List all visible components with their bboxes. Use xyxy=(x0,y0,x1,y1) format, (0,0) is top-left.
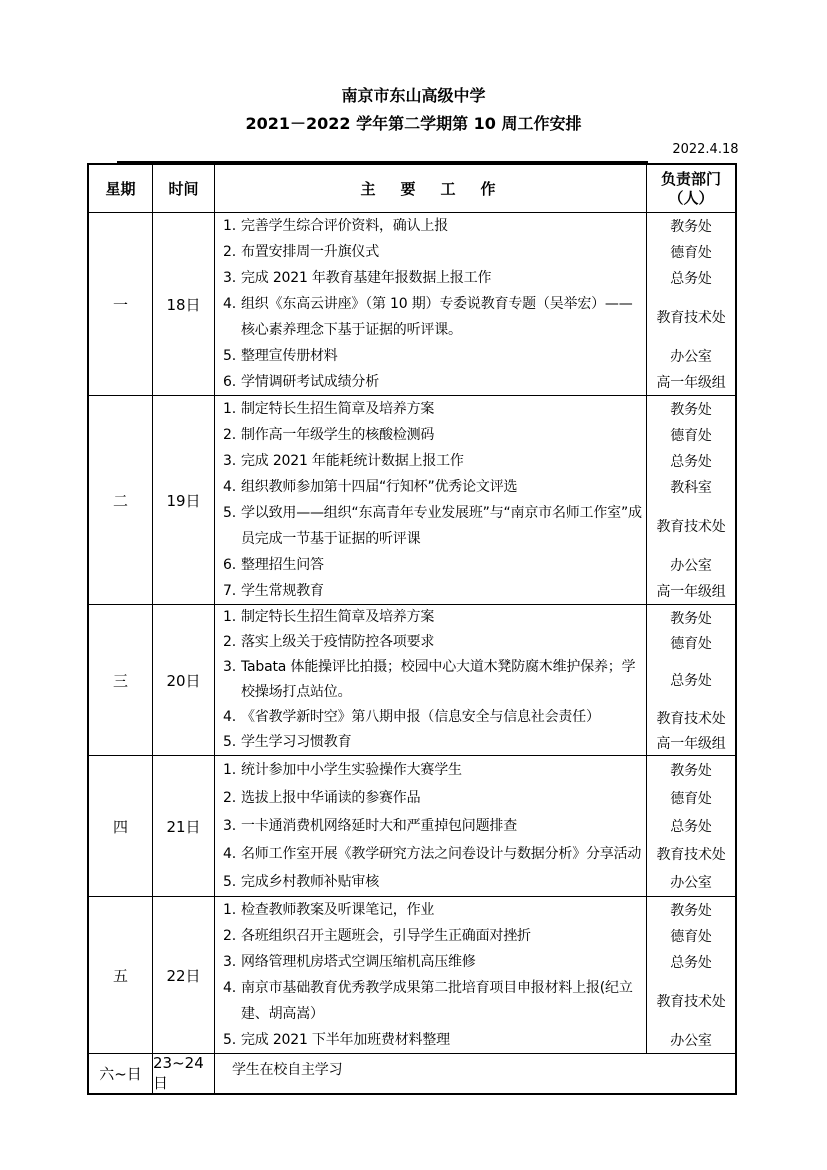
task-row xyxy=(215,923,735,949)
task-number: 2. xyxy=(223,634,236,650)
task-text: 布置安排周一升旗仪式 xyxy=(241,244,379,260)
task xyxy=(215,578,647,604)
document-title: 南京市东山高级中学 xyxy=(341,86,486,105)
day-cell: 二 xyxy=(89,396,153,604)
task xyxy=(215,343,647,369)
task-department: 办公室 xyxy=(670,875,712,891)
task-text: 完成 2021 年教育基建年报数据上报工作 xyxy=(241,270,492,286)
task-text: 制定特长生招生简章及培养方案 xyxy=(241,609,435,625)
task-number: 5. xyxy=(223,1032,236,1048)
day-cell: 一 xyxy=(89,213,153,395)
tasks-cell xyxy=(215,213,735,395)
table-row xyxy=(89,212,735,395)
date-cell: 19日 xyxy=(153,396,215,604)
task-row xyxy=(215,605,735,630)
task xyxy=(215,239,647,265)
task-text: 组织教师参加第十四届“行知杯”优秀论文评选 xyxy=(241,479,518,495)
document-subtitle: 2021－2022 学年第二学期第 10 周工作安排 xyxy=(245,114,582,133)
task-text: 学生常规教育 xyxy=(241,583,324,599)
merged-task-text: 学生在校自主学习 xyxy=(232,1062,343,1078)
task xyxy=(215,500,647,552)
date-cell: 20日 xyxy=(153,605,215,755)
task xyxy=(215,840,647,868)
task-number: 2. xyxy=(223,790,236,806)
tasks-cell xyxy=(215,756,735,896)
task xyxy=(215,448,647,474)
task-text: 完成 2021 年能耗统计数据上报工作 xyxy=(241,453,464,469)
task-number: 4. xyxy=(223,479,236,495)
task-number: 2. xyxy=(223,427,236,443)
work-schedule-table xyxy=(87,163,737,1095)
tasks-cell xyxy=(215,897,735,1053)
task-number: 6. xyxy=(223,557,236,573)
task-department: 教务处 xyxy=(670,903,712,919)
task-department: 高一年级组 xyxy=(656,375,726,391)
task-number: 4. xyxy=(223,296,236,312)
task-row xyxy=(215,868,735,896)
task-department: 总务处 xyxy=(670,271,712,287)
task-row xyxy=(215,474,735,500)
task-text: 制定特长生招生简章及培养方案 xyxy=(241,401,435,417)
header-time: 时间 xyxy=(153,165,215,212)
task-row xyxy=(215,213,735,239)
task-row xyxy=(215,812,735,840)
date-cell: 18日 xyxy=(153,213,215,395)
task-text: 学生学习习惯教育 xyxy=(241,734,352,750)
task-text: 落实上级关于疫情防控各项要求 xyxy=(241,634,435,650)
task-text: 学情调研考试成绩分析 xyxy=(241,374,379,390)
day-cell: 五 xyxy=(89,897,153,1053)
task xyxy=(215,213,647,239)
task-department: 教科室 xyxy=(670,480,712,496)
task-row xyxy=(215,552,735,578)
header-day: 星期 xyxy=(89,165,153,212)
task-row xyxy=(215,422,735,448)
task-number: 1. xyxy=(223,902,236,918)
merged-task xyxy=(215,1057,735,1083)
task-department: 教育技术处 xyxy=(656,710,726,727)
task-row xyxy=(215,291,735,343)
task xyxy=(215,868,647,896)
task-text: 一卡通消费机网络延时大和严重掉包问题排查 xyxy=(241,818,517,834)
task xyxy=(215,396,647,422)
task xyxy=(215,655,647,705)
table-rows xyxy=(89,212,735,1093)
task xyxy=(215,923,647,949)
task-department: 德育处 xyxy=(670,929,712,945)
task-text: 学以致用——组织“东高青年专业发展班”与“南京市名师工作室”成员完成一节基于证据的听评课 xyxy=(241,505,642,547)
task-number: 1. xyxy=(223,609,236,625)
task-number: 2. xyxy=(223,928,236,944)
task-department: 德育处 xyxy=(670,635,712,652)
task-number: 7. xyxy=(223,583,236,599)
table-row xyxy=(89,604,735,755)
task-number: 2. xyxy=(223,244,236,260)
task-number: 5. xyxy=(223,734,236,750)
task xyxy=(215,422,647,448)
task-text: 完善学生综合评价资料，确认上报 xyxy=(241,218,448,234)
task-text: 完成乡村教师补贴审核 xyxy=(241,874,379,890)
task-row xyxy=(215,655,735,705)
table-row xyxy=(89,896,735,1053)
document-date: 2022.4.18 xyxy=(672,142,739,157)
task-text: 完成 2021 下半年加班费材料整理 xyxy=(241,1032,450,1048)
task xyxy=(215,705,647,730)
task xyxy=(215,756,647,784)
task-department: 总务处 xyxy=(670,955,712,971)
task-department: 教务处 xyxy=(670,763,712,779)
task-department: 高一年级组 xyxy=(656,584,726,600)
task-text: 制作高一年级学生的核酸检测码 xyxy=(241,427,435,443)
task-text: 《省教学新时空》第八期申报（信息安全与信息社会责任） xyxy=(241,709,600,725)
task-department: 办公室 xyxy=(670,349,712,365)
task-text: 整理招生问答 xyxy=(241,557,324,573)
task-row xyxy=(215,578,735,604)
task-text: 网络管理机房塔式空调压缩机高压维修 xyxy=(241,954,476,970)
tasks-cell xyxy=(215,1054,735,1093)
task-number: 5. xyxy=(223,348,236,364)
header-department-line2: （人） xyxy=(668,188,714,207)
task xyxy=(215,265,647,291)
task xyxy=(215,1027,647,1053)
task xyxy=(215,949,647,975)
task-department: 总务处 xyxy=(670,819,712,835)
task-department: 总务处 xyxy=(670,454,712,470)
task-text: 各班组织召开主题班会，引导学生正确面对挫折 xyxy=(241,928,531,944)
task-number: 5. xyxy=(223,505,236,521)
task-department: 德育处 xyxy=(670,428,712,444)
task xyxy=(215,784,647,812)
task-department: 教务处 xyxy=(670,402,712,418)
task-row xyxy=(215,343,735,369)
task-text: Tabata 体能操评比拍摄；校园中心大道木凳防腐木维护保养；学校操场打点站位。 xyxy=(241,659,636,700)
task-row xyxy=(215,756,735,784)
task xyxy=(215,605,647,630)
task xyxy=(215,630,647,655)
task-text: 选拔上报中华诵读的参赛作品 xyxy=(241,790,421,806)
task-department: 办公室 xyxy=(670,558,712,574)
table-row xyxy=(89,1053,735,1093)
task-row xyxy=(215,396,735,422)
task-row xyxy=(215,1027,735,1053)
task-text: 检查教师教案及听课笔记，作业 xyxy=(241,902,435,918)
task xyxy=(215,369,647,395)
task-row xyxy=(215,500,735,552)
task-department: 高一年级组 xyxy=(656,735,726,752)
tasks-cell xyxy=(215,605,735,755)
task-row xyxy=(215,705,735,730)
task-department: 教务处 xyxy=(670,219,712,235)
task-number: 3. xyxy=(223,659,236,675)
table-row xyxy=(89,755,735,896)
task-number: 4. xyxy=(223,846,236,862)
task xyxy=(215,291,647,343)
task-row xyxy=(215,1054,735,1086)
task-row xyxy=(215,897,735,923)
task xyxy=(215,474,647,500)
date-cell: 22日 xyxy=(153,897,215,1053)
header-main-work: 主 要 工 作 xyxy=(215,165,647,212)
task-department: 办公室 xyxy=(670,1033,712,1049)
date-cell: 21日 xyxy=(153,756,215,896)
task-number: 4. xyxy=(223,709,236,725)
task-row xyxy=(215,949,735,975)
date-cell: 23~24日 xyxy=(153,1054,215,1093)
task-number: 4. xyxy=(223,980,236,996)
task-department: 德育处 xyxy=(670,245,712,261)
task xyxy=(215,552,647,578)
task-row xyxy=(215,730,735,755)
day-cell: 四 xyxy=(89,756,153,896)
task-department: 教育技术处 xyxy=(656,310,726,326)
task-number: 3. xyxy=(223,270,236,286)
day-cell: 六~日 xyxy=(89,1054,153,1093)
task-text: 南京市基础教育优秀教学成果第二批培育项目申报材料上报(纪立建、胡高嵩） xyxy=(241,980,633,1022)
task-number: 1. xyxy=(223,218,236,234)
task xyxy=(215,897,647,923)
task-number: 1. xyxy=(223,401,236,417)
task-number: 3. xyxy=(223,818,236,834)
task-row xyxy=(215,265,735,291)
task-department: 总务处 xyxy=(670,673,712,689)
task-department: 教务处 xyxy=(670,610,712,627)
task-text: 统计参加中小学生实验操作大赛学生 xyxy=(241,762,462,778)
task-row xyxy=(215,448,735,474)
task-department: 德育处 xyxy=(670,791,712,807)
task-row xyxy=(215,840,735,868)
task-department: 教育技术处 xyxy=(656,519,726,535)
header-department xyxy=(647,165,735,212)
task xyxy=(215,975,647,1027)
task-number: 3. xyxy=(223,954,236,970)
day-cell: 三 xyxy=(89,605,153,755)
task xyxy=(215,730,647,755)
task-department: 教育技术处 xyxy=(656,847,726,863)
task-row xyxy=(215,630,735,655)
task-row xyxy=(215,239,735,265)
task-row xyxy=(215,369,735,395)
task-number: 5. xyxy=(223,874,236,890)
table-header-row xyxy=(89,165,735,212)
task-department: 教育技术处 xyxy=(656,994,726,1010)
task-text: 组织《东高云讲座》（第 10 期）专委说教育专题（吴举宏）——核心素养理念下基于证据的听评课。 xyxy=(241,296,633,338)
tasks-cell xyxy=(215,396,735,604)
task-row xyxy=(215,975,735,1027)
header-department-line1: 负责部门 xyxy=(660,169,721,188)
task xyxy=(215,812,647,840)
task-row xyxy=(215,784,735,812)
task-text: 名师工作室开展《教学研究方法之问卷设计与数据分析》分享活动 xyxy=(241,846,642,862)
task-number: 6. xyxy=(223,374,236,390)
task-number: 1. xyxy=(223,762,236,778)
task-number: 3. xyxy=(223,453,236,469)
task-text: 整理宣传册材料 xyxy=(241,348,338,364)
table-row xyxy=(89,395,735,604)
